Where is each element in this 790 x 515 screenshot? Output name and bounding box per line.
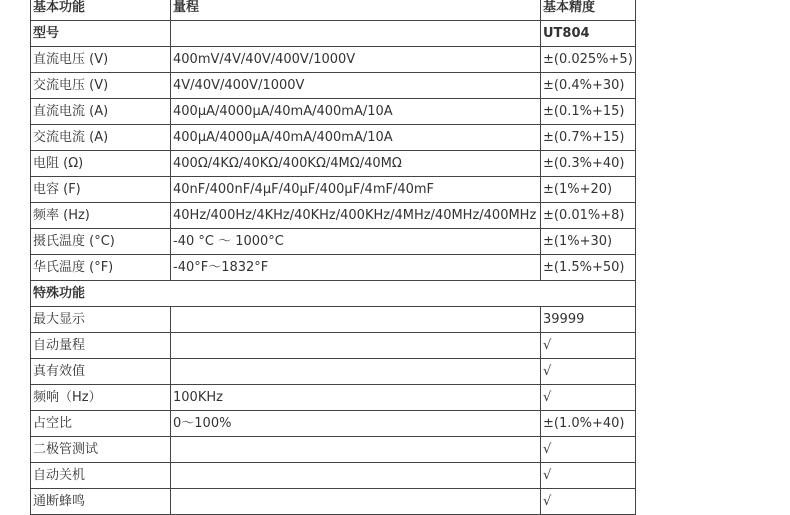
table-row <box>31 203 636 229</box>
table-row <box>31 359 636 385</box>
function-accuracy: ±(0.3%+40) <box>541 151 636 177</box>
table-row <box>31 99 636 125</box>
feature-name: 自动关机 <box>31 463 171 489</box>
table-row <box>31 47 636 73</box>
feature-value: √ <box>541 333 636 359</box>
function-name: 电容 (F) <box>31 177 171 203</box>
feature-range <box>171 359 541 385</box>
function-accuracy: ±(1.5%+50) <box>541 255 636 281</box>
header-row <box>31 0 636 21</box>
function-range: 40nF/400nF/4μF/40μF/400μF/4mF/40mF <box>171 177 541 203</box>
special-section-title: 特殊功能 <box>31 281 636 307</box>
function-range: 400Ω/4KΩ/40KΩ/400KΩ/4MΩ/40MΩ <box>171 151 541 177</box>
feature-name: 占空比 <box>31 411 171 437</box>
feature-value: 39999 <box>541 307 636 333</box>
table-row <box>31 151 636 177</box>
function-range: 400μA/4000μA/40mA/400mA/10A <box>171 125 541 151</box>
spec-table <box>30 0 636 515</box>
model-row <box>31 21 636 47</box>
function-name: 频率 (Hz) <box>31 203 171 229</box>
function-range: 4V/40V/400V/1000V <box>171 73 541 99</box>
table-row <box>31 463 636 489</box>
feature-name: 最大显示 <box>31 307 171 333</box>
header-accuracy: 基本精度 <box>541 0 636 21</box>
function-accuracy: ±(0.01%+8) <box>541 203 636 229</box>
function-name: 交流电流 (A) <box>31 125 171 151</box>
table-row <box>31 177 636 203</box>
feature-name: 频响（Hz） <box>31 385 171 411</box>
feature-value: ±(1.0%+40) <box>541 411 636 437</box>
function-accuracy: ±(0.7%+15) <box>541 125 636 151</box>
feature-value: √ <box>541 489 636 515</box>
feature-name: 通断蜂鸣 <box>31 489 171 515</box>
feature-name: 二极管测试 <box>31 437 171 463</box>
table-row <box>31 333 636 359</box>
feature-value: √ <box>541 359 636 385</box>
feature-range <box>171 463 541 489</box>
feature-range: 100KHz <box>171 385 541 411</box>
model-value: UT804 <box>541 21 636 47</box>
table-row <box>31 73 636 99</box>
function-accuracy: ±(1%+30) <box>541 229 636 255</box>
feature-range <box>171 307 541 333</box>
table-row <box>31 229 636 255</box>
spec-table-body <box>31 0 636 515</box>
function-name: 直流电压 (V) <box>31 47 171 73</box>
function-name: 华氏温度 (°F) <box>31 255 171 281</box>
function-accuracy: ±(0.025%+5) <box>541 47 636 73</box>
header-range: 量程 <box>171 0 541 21</box>
table-row <box>31 255 636 281</box>
table-row <box>31 489 636 515</box>
function-range: 400mV/4V/40V/400V/1000V <box>171 47 541 73</box>
table-row <box>31 437 636 463</box>
model-label: 型号 <box>31 21 171 47</box>
model-range <box>171 21 541 47</box>
function-name: 直流电流 (A) <box>31 99 171 125</box>
function-name: 交流电压 (V) <box>31 73 171 99</box>
table-row <box>31 125 636 151</box>
function-name: 电阻 (Ω) <box>31 151 171 177</box>
function-range: 400μA/4000μA/40mA/400mA/10A <box>171 99 541 125</box>
feature-name: 真有效值 <box>31 359 171 385</box>
function-accuracy: ±(1%+20) <box>541 177 636 203</box>
feature-value: √ <box>541 385 636 411</box>
table-row <box>31 307 636 333</box>
feature-range <box>171 437 541 463</box>
function-accuracy: ±(0.1%+15) <box>541 99 636 125</box>
feature-range <box>171 489 541 515</box>
table-row <box>31 385 636 411</box>
feature-value: √ <box>541 463 636 489</box>
special-section-row <box>31 281 636 307</box>
function-name: 摄氏温度 (°C) <box>31 229 171 255</box>
function-range: 40Hz/400Hz/4KHz/40KHz/400KHz/4MHz/40MHz/400MHz <box>171 203 541 229</box>
feature-range <box>171 333 541 359</box>
function-range: -40°F～1832°F <box>171 255 541 281</box>
feature-range: 0～100% <box>171 411 541 437</box>
feature-value: √ <box>541 437 636 463</box>
function-accuracy: ±(0.4%+30) <box>541 73 636 99</box>
table-row <box>31 411 636 437</box>
function-range: -40 °C ～ 1000°C <box>171 229 541 255</box>
feature-name: 自动量程 <box>31 333 171 359</box>
header-function: 基本功能 <box>31 0 171 21</box>
